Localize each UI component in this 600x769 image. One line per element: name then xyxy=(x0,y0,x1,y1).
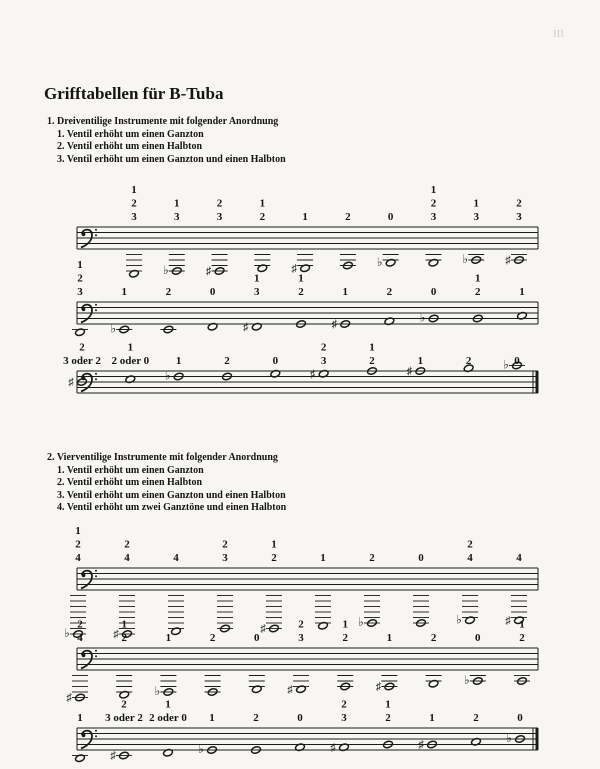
fingering-number: 2 xyxy=(209,632,216,644)
fingering-number: 2 xyxy=(516,197,522,210)
note xyxy=(425,255,441,268)
note xyxy=(407,366,426,378)
fingering xyxy=(63,342,101,368)
fingering-number: 1 xyxy=(131,184,137,196)
note xyxy=(376,676,398,694)
fingering xyxy=(77,619,83,645)
fingering-number: 2 xyxy=(475,286,481,298)
fingering xyxy=(466,355,472,367)
fingering-number: 2 xyxy=(341,698,347,711)
flat-sign: ♭ xyxy=(154,684,161,698)
fingering xyxy=(516,552,522,564)
fingering xyxy=(342,619,348,645)
fingering xyxy=(431,184,437,223)
fingering xyxy=(210,632,216,644)
fingering-number: 1 xyxy=(127,341,134,354)
fingering-number: 0 xyxy=(272,355,279,367)
note xyxy=(514,676,530,686)
fingering xyxy=(124,539,130,565)
fingering-number: 1 xyxy=(254,272,260,285)
fingering xyxy=(473,712,479,724)
sharp-sign: ♯ xyxy=(505,254,511,267)
sharp-sign: ♯ xyxy=(66,692,72,705)
fingering xyxy=(217,198,223,224)
fingering-number: 1 xyxy=(320,552,326,564)
sharp-sign: ♯ xyxy=(330,741,336,754)
note xyxy=(155,676,177,699)
fingering xyxy=(385,699,391,725)
note xyxy=(287,676,309,696)
fingering-number: 0 xyxy=(297,712,303,724)
note xyxy=(249,676,265,694)
fingering-number: 1 xyxy=(417,355,424,367)
fingering xyxy=(75,525,81,564)
fingering-number: 0 xyxy=(209,286,216,298)
fingering xyxy=(320,552,326,564)
fingering xyxy=(77,259,83,298)
fingering xyxy=(121,619,127,645)
fingering xyxy=(475,632,481,644)
fingering-number: 0 xyxy=(430,286,437,298)
fingering xyxy=(297,712,303,724)
flat-sign: ♭ xyxy=(456,612,462,627)
fingering xyxy=(77,712,83,724)
fingering-number: 1 xyxy=(165,632,172,644)
fingering-number: 1 xyxy=(429,712,435,724)
fingering xyxy=(431,632,437,644)
fingering xyxy=(467,539,473,565)
fingering xyxy=(224,355,230,367)
sharp-sign: ♯ xyxy=(205,265,212,278)
fingering-number: 1 xyxy=(165,698,171,711)
fingering xyxy=(298,619,304,645)
sharp-sign: ♯ xyxy=(418,739,424,752)
flat-sign: ♭ xyxy=(198,742,204,756)
section-heading: 2. Vierventilige Instrumente mit folgender Anordnung xyxy=(47,452,278,463)
note xyxy=(315,596,331,631)
fingering xyxy=(369,552,375,564)
note xyxy=(505,255,527,267)
staff-system xyxy=(63,342,538,394)
fingering xyxy=(342,286,348,298)
fingering-number: 1 xyxy=(174,197,180,210)
fingering-number: 2 xyxy=(259,211,266,223)
fingering-number: 1 xyxy=(271,538,277,551)
fingering-number: 3 oder 2 xyxy=(63,355,101,367)
fingering-number: 2 xyxy=(385,712,391,724)
fingering xyxy=(254,632,260,644)
fingering-number: 2 xyxy=(131,197,137,210)
fingering-number: 2 xyxy=(121,632,127,644)
fingering-number: 0 xyxy=(475,632,481,644)
fingering-number: 3 xyxy=(298,632,304,644)
sharp-sign: ♯ xyxy=(309,368,316,381)
fingering-number: 3 oder 2 xyxy=(105,712,143,724)
fingering-number: 2 xyxy=(430,197,437,210)
sharp-sign: ♯ xyxy=(287,683,293,696)
fingering xyxy=(473,198,479,224)
note xyxy=(72,328,88,337)
note xyxy=(331,319,350,331)
note xyxy=(254,255,270,273)
fingering xyxy=(105,699,143,725)
fingering-number: 3 xyxy=(516,211,522,223)
valve-description: 2. Ventil erhöht um einen Halbton xyxy=(57,141,203,153)
sharp-sign: ♯ xyxy=(243,321,249,334)
note xyxy=(126,255,142,279)
fingering xyxy=(345,211,351,223)
sharp-sign: ♯ xyxy=(260,623,266,636)
fingering xyxy=(516,198,522,224)
flat-sign: ♭ xyxy=(419,310,426,325)
sharp-sign: ♯ xyxy=(331,318,337,331)
note xyxy=(330,742,349,754)
flat-sign: ♭ xyxy=(503,357,509,372)
staff-system xyxy=(66,619,538,705)
fingering-number: 2 xyxy=(473,712,479,724)
fingering xyxy=(298,273,304,299)
fingering xyxy=(341,699,347,725)
fingering-number: 2 xyxy=(430,632,437,644)
fingering xyxy=(111,342,149,368)
fingering-number: 4 xyxy=(75,552,81,564)
fingering-number: 2 xyxy=(467,538,473,551)
fingering xyxy=(517,712,523,724)
fingering xyxy=(429,712,435,724)
sharp-sign: ♯ xyxy=(375,681,382,694)
fingering-number: 1 xyxy=(369,341,375,354)
fingering-number: 1 xyxy=(259,197,266,210)
valve-description: 3. Ventil erhöht um einen Ganzton und einen Halbton xyxy=(57,489,286,501)
note xyxy=(418,739,437,751)
fingering-number: 1 xyxy=(342,618,348,631)
fingering xyxy=(173,552,179,564)
flat-sign: ♭ xyxy=(506,731,512,745)
fingering xyxy=(121,286,127,298)
fingering xyxy=(519,619,525,645)
fingering xyxy=(222,539,228,565)
fingering xyxy=(166,286,172,298)
fingering-number: 2 xyxy=(224,355,230,367)
note xyxy=(358,596,380,630)
valve-description: 1. Ventil erhöht um einen Ganzton xyxy=(57,128,204,140)
fingering xyxy=(388,211,394,223)
fingering-number: 0 xyxy=(418,552,424,564)
fingering-number: 2 xyxy=(77,272,83,285)
fingering-number: 4 xyxy=(124,552,130,564)
fingering xyxy=(387,286,393,298)
valve-description: 4. Ventil erhöht um zwei Ganztöne und einen Halbton xyxy=(57,502,287,514)
valve-description: 1. Ventil erhöht um einen Ganzton xyxy=(57,464,204,476)
fingering-number: 1 xyxy=(298,272,304,285)
fingering-number: 1 xyxy=(209,712,215,724)
sharp-sign: ♯ xyxy=(291,262,297,275)
note xyxy=(413,596,429,628)
fingering xyxy=(418,355,424,367)
fingering-number: 2 xyxy=(519,632,525,644)
note xyxy=(456,596,478,627)
sharp-sign: ♯ xyxy=(110,750,116,763)
fingering-number: 1 xyxy=(385,698,391,711)
fingering-number: 2 xyxy=(124,538,130,551)
fingering-number: 2 xyxy=(271,552,277,564)
fingering-number: 2 xyxy=(465,355,472,367)
note xyxy=(110,750,132,762)
flat-sign: ♭ xyxy=(110,321,117,336)
sharp-sign: ♯ xyxy=(505,614,511,627)
fingering-number: 2 xyxy=(298,618,304,631)
fingering-number: 3 xyxy=(131,211,137,223)
valve-description: 2. Ventil erhöht um einen Halbton xyxy=(57,477,203,489)
fingering xyxy=(209,712,215,724)
fingering-number: 3 xyxy=(77,286,83,298)
flat-sign: ♭ xyxy=(463,673,470,687)
fingering xyxy=(302,211,308,223)
fingering-number: 3 xyxy=(254,286,260,298)
section-heading: 1. Dreiventilige Instrumente mit folgender Anordnung xyxy=(47,116,279,127)
note xyxy=(310,368,329,380)
fingering-number: 1 xyxy=(386,632,393,644)
page-title: Grifftabellen für B-Tuba xyxy=(44,84,224,103)
note xyxy=(168,596,184,636)
fingering-number: 1 xyxy=(473,197,479,210)
fingering-number: 2 xyxy=(345,211,351,223)
fingering-number: 2 xyxy=(298,286,304,298)
valve-description: 3. Ventil erhöht um einen Ganzton und einen Halbton xyxy=(57,153,286,165)
fingering xyxy=(273,355,279,367)
fingering-number: 1 xyxy=(475,272,481,285)
fingering-number: 2 xyxy=(253,712,259,724)
fingering xyxy=(418,552,424,564)
staff-system xyxy=(77,184,538,278)
fingering-number: 3 xyxy=(216,211,223,223)
fingering-number: 1 xyxy=(175,355,182,367)
fingering-number: 2 oder 0 xyxy=(149,712,187,724)
fingering xyxy=(271,539,277,565)
fingering-number: 3 xyxy=(473,211,479,223)
fingering-number: 1 xyxy=(430,184,437,196)
fingering-number: 1 xyxy=(519,286,525,298)
note xyxy=(260,596,282,636)
sharp-sign: ♯ xyxy=(113,628,119,641)
fingering xyxy=(176,355,182,367)
fingering-number: 2 xyxy=(320,341,327,354)
fingering-number: 1 xyxy=(77,259,83,271)
fingering-number: 1 xyxy=(519,618,525,631)
fingering xyxy=(475,273,481,299)
note xyxy=(116,676,132,700)
fingering-number: 1 xyxy=(121,286,127,298)
flat-sign: ♭ xyxy=(376,254,383,269)
fingering xyxy=(166,632,172,644)
flat-sign: ♭ xyxy=(162,263,169,277)
fingering-number: 0 xyxy=(254,632,260,644)
note xyxy=(464,673,486,687)
note xyxy=(205,676,221,697)
note xyxy=(163,255,185,278)
note xyxy=(337,676,353,691)
fingering-number: 0 xyxy=(387,211,394,223)
flat-sign: ♭ xyxy=(64,626,70,640)
fingering-number: 3 xyxy=(341,712,347,724)
fingering-number: 2 xyxy=(342,632,348,644)
fingering xyxy=(369,342,375,368)
fingering xyxy=(431,286,437,298)
fingering-number: 2 xyxy=(75,538,81,551)
fingering xyxy=(519,286,525,298)
fingering xyxy=(254,273,260,299)
note xyxy=(68,377,87,389)
fingering-number: 2 xyxy=(386,286,393,298)
fingering-number: 2 xyxy=(77,618,83,631)
flat-sign: ♭ xyxy=(164,368,171,383)
fingering-number: 2 xyxy=(121,698,127,711)
note xyxy=(377,255,399,269)
fingering-number: 0 xyxy=(514,355,520,367)
fingering-number: 2 xyxy=(216,197,223,210)
note xyxy=(72,754,88,763)
fingering-number: 4 xyxy=(516,552,522,564)
fingering-number: 2 xyxy=(369,355,375,367)
staff-system xyxy=(72,699,538,763)
fingering xyxy=(131,184,137,223)
note xyxy=(160,325,176,334)
fingering-number: 2 oder 0 xyxy=(111,355,150,367)
fingering xyxy=(387,632,393,644)
fingering-number: 3 xyxy=(222,552,228,564)
fingering xyxy=(514,355,520,367)
note xyxy=(340,255,356,270)
fingering-number: 0 xyxy=(517,712,523,724)
note xyxy=(462,252,484,266)
fingering xyxy=(321,342,327,368)
fingering-number: 2 xyxy=(222,538,228,551)
fingering xyxy=(260,198,266,224)
fingering-number: 2 xyxy=(369,552,375,564)
note xyxy=(217,596,233,633)
note xyxy=(66,676,88,705)
fingering-number: 1 xyxy=(342,286,348,298)
fingering xyxy=(149,699,187,725)
fingering xyxy=(174,198,180,224)
note xyxy=(243,321,262,333)
fingering xyxy=(253,712,259,724)
flat-sign: ♭ xyxy=(462,252,469,266)
fingering-number: 4 xyxy=(467,552,473,564)
fingering-number: 1 xyxy=(75,525,81,537)
fingering xyxy=(210,286,216,298)
fingering-number: 2 xyxy=(79,341,85,354)
fingering-number: 1 xyxy=(121,618,127,631)
page-number: III xyxy=(553,28,564,40)
note xyxy=(206,255,228,278)
sharp-sign: ♯ xyxy=(406,365,413,378)
flat-sign: ♭ xyxy=(358,615,364,629)
sharp-sign: ♯ xyxy=(68,376,74,389)
fingering-number: 2 xyxy=(165,286,172,298)
fingering-number: 1 xyxy=(302,211,308,223)
note xyxy=(426,676,442,689)
fingering-number: 3 xyxy=(174,211,180,223)
fingering-number: 4 xyxy=(77,632,83,644)
fingering-number: 1 xyxy=(77,712,83,724)
fingering-number: 3 xyxy=(320,355,327,367)
fingering-number: 3 xyxy=(430,211,437,223)
fingering-number: 4 xyxy=(173,552,179,564)
